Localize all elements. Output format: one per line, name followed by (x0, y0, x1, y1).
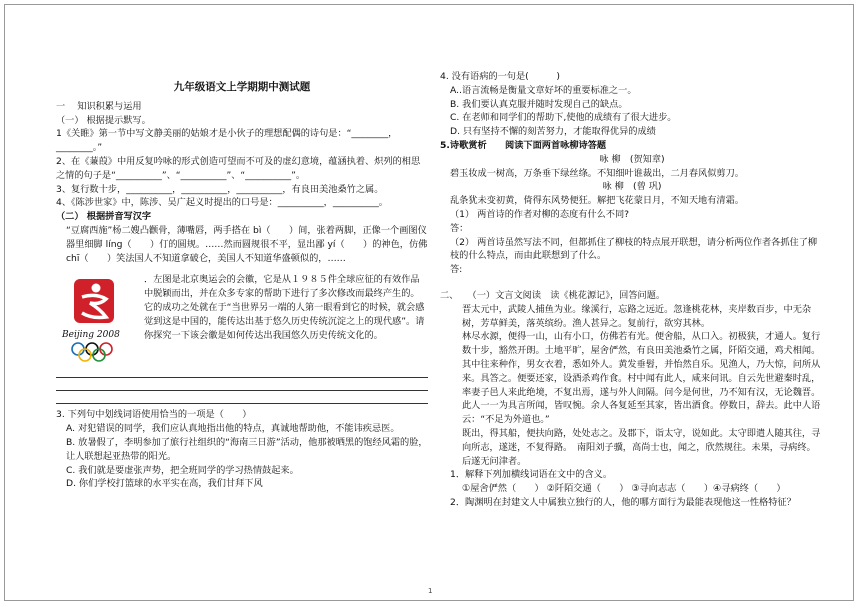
answer-1-label: 答： (450, 222, 469, 234)
page-number: 1 (428, 587, 433, 595)
passage-paragraph-2: 林尽水源，便得一山，山有小口，仿佛若有光。便舍船，从口入。初极狭，才通人。复行数十步，豁然开朗。土地平旷，屋舍俨然，有良田美池桑竹之属，阡陌交通，鸡犬相闻。其中往来种作，男女衣着，悉如外人。黄发垂髫，并怡然自乐。见渔人，乃大惊，问所从来。具答之。便要还家，设酒杀鸡作食。村中闻有此人，咸来问讯。自云先世避秦时乱，率妻子邑人来此绝境，不复出焉，遂与外人间隔。问今是何世，乃不知有汉，无论魏晋。此人一一为具言所闻，皆叹惋。余人各复延至其家，皆出酒食。停数日，辞去。此中人语云：“不足为外道也。” (462, 331, 821, 426)
q4-option-c: C. 在老师和同学们的帮助下,使他的成绩有了很大进步。 (450, 112, 677, 124)
passage-paragraph-3: 既出，得其船，便扶向路，处处志之。及郡下，诣太守，说如此。太守即遣人随其往，寻向所志，遂迷，不复得路。 南阳刘子骥，高尚士也，闻之，欣然规往。未果，寻病终。后遂无问津者。 (462, 427, 821, 467)
option-b: B. 放暑假了，李明参加了旅行社组织的“海南三日游”活动，他那被晒黑的饱经风霜的脸，让人联想起亚热带的阳光。 (66, 436, 428, 462)
question-1: 1《关睢》第一节中写文静美丽的姑娘才是小伙子的理想配偶的诗句是：“________，________。” (56, 128, 398, 154)
question-2-1-items: ①屋舍俨然（ ） ②阡陌交通（ ） ③寻向志志（ ）④寻病终（ ） (462, 483, 786, 495)
question-2: 2、在《蒹葭》中用反复吟咏的形式创造可望而不可及的虚幻意境，蕴涵执着、炽列的相思之情的句子是“__________”、“__________”、“__________”。 (56, 155, 421, 181)
answer-line-1 (56, 365, 428, 378)
emblem-question-text: ．左图是北京奥运会的会徽，它是从１９８５件全球应征的有效作品中脱颖而出，并在众多专家的帮助下进行了多次修改而最终产生的。它的成功之处就在于“当世界另一端的人第一眼看到它的时候，就会感觉到这是中国的，能传达出基于悠久历史传统沉淀之上的现代感”。请你探究一下该会徽是如何传达出我国悠久历史传统文化的。 (144, 274, 425, 341)
emblem-text: Beijing 2008 (62, 330, 120, 341)
q4-option-d: D. 只有坚持不懈的刻苦努力，才能取得优异的成绩 (450, 126, 656, 138)
left-column (56, 80, 428, 491)
section-1-1-heading: （一） 根据提示默写。 (56, 114, 151, 126)
answer-line-3 (56, 391, 428, 404)
beijing-2008-emblem (56, 273, 138, 365)
poem-2-title: 咏 柳 (曾 巩) (602, 181, 662, 193)
answer-line-2 (56, 378, 428, 391)
question-5-1: （1） 两首诗的作者对柳的态度有什么不同? (450, 208, 630, 220)
poem-2-text: 乱条犹未变初黄，倚得东风势便狂。解把飞花蒙日月，不知天地有清霜。 (450, 195, 744, 207)
section-2-heading: 二、 （一）文言文阅读 读《桃花源记》，回答问题。 (440, 289, 666, 301)
option-c: C. 我们就是要虚张声势，把全班同学的学习热情鼓起来。 (66, 464, 299, 476)
question-2-1: 1．解释下列加横线词语在文中的含义。 (450, 469, 613, 481)
poem-1-title: 咏 柳 (贺知章) (599, 153, 665, 165)
pinyin-passage: “豆腐西施”杨二嫂凸颧骨，薄嘴唇，两手搭在 bì（ ）间，张着两脚，正像一个画图仪器里细脚 líng（ ）仃的圆规。……然而圆规很不平，显出鄙 yí（ ）的神色，仿佛 chī（ ）笑法国人不知道拿破仑，美国人不知道华盛顿似的，…… (66, 224, 428, 264)
question-3b: 3. 下列句中划线词语使用恰当的一项是（ ） (56, 409, 252, 421)
q4-option-a: A..语言流畅是衡量文章好坏的重要标准之一。 (450, 84, 637, 96)
question-4: 4、《陈涉世家》中，陈涉、吴广起义时提出的口号是：__________，__________。 (56, 197, 388, 209)
answer-2-label: 答: (450, 264, 463, 276)
section-1-2-heading: （二） 根据拼音写汉字 (56, 211, 152, 223)
section-1-heading: 一 知识积累与运用 (56, 100, 142, 112)
option-d: D. 你们学校打篮球的水平实在高，我们甘拜下风 (66, 478, 263, 490)
question-2-2: 2．陶渊明在封建文人中属独立独行的人，他的哪方面行为最能表现他这一性格特征？ (450, 496, 796, 508)
passage-paragraph-1: 晋太元中，武陵人捕鱼为业。缘溪行，忘路之远近。忽逢桃花林，夹岸数百步，中无杂树，芳草鲜美，落英缤纷。渔人甚异之。复前行，欲穷其林。 (462, 303, 812, 329)
question-4-right: 4. 没有语病的一句是( ) (440, 71, 560, 82)
right-column (440, 70, 824, 510)
q4-option-b: B. 我们要认真克服并随时发现自己的缺点。 (450, 98, 628, 110)
option-a: A. 对犯错误的同学，我们应认真地指出他的特点，真诚地帮助他，不能讳疾忌医。 (66, 423, 400, 435)
question-5: 5.诗歌赏析 阅读下面两首咏柳诗答题 (440, 139, 607, 151)
poem-1-text: 碧玉妆成一树高，万条垂下绿丝绦。不知细叶谁裁出，二月春风似剪刀。 (450, 167, 744, 179)
question-3: 3、复行数十步，__________，__________，__________，有良田美池桑竹之属。 (56, 183, 384, 195)
doc-title: 九年级语文上学期期中测试题 (173, 81, 311, 93)
olympic-emblem-question (56, 273, 428, 365)
question-5-2: （2） 两首诗虽然写法不同，但都抓住了柳枝的特点展开联想，请分析两位作者各抓住了柳枝的什么特点，而由此联想到了什么。 (450, 236, 818, 262)
